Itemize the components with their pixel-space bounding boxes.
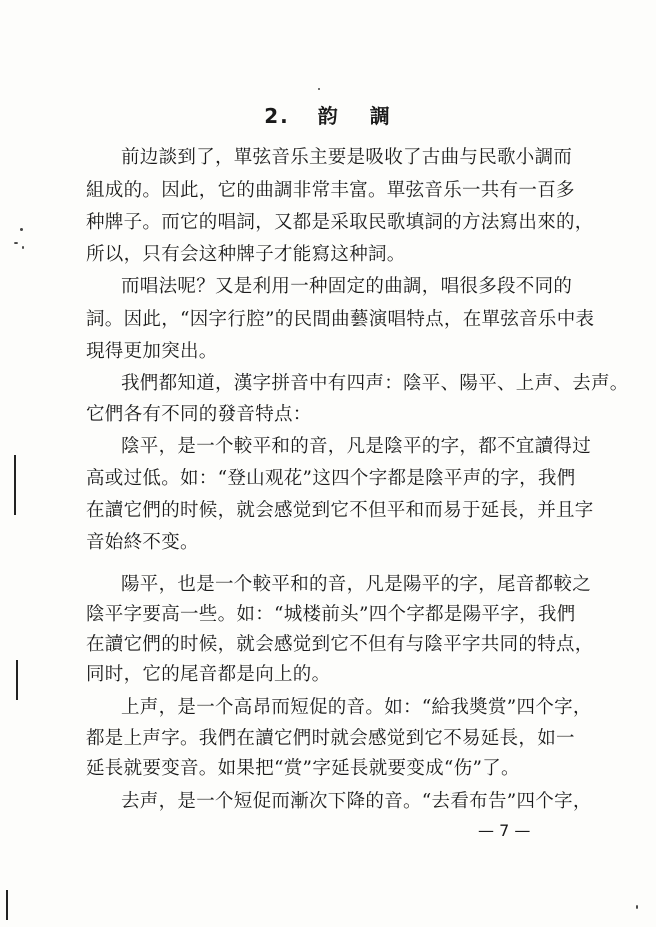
scan-speck (22, 246, 24, 249)
scan-speck (14, 242, 18, 244)
section-title-char-2: 調 (369, 104, 392, 128)
scan-speck (318, 88, 320, 90)
section-title-char-1: 韵 (317, 104, 340, 128)
body-text-line: 我們都知道，漢字拼音中有四声：陰平、陽平、上声、去声。 (121, 373, 629, 394)
body-text-line: 延長就要变音。如果把“赏”字延長就要变成“伤”了。 (86, 758, 520, 779)
scan-edge-mark (14, 455, 16, 515)
body-text-line: 而唱法呢？又是利用一种固定的曲調，唱很多段不同的 (121, 276, 573, 297)
body-text-line: 現得更加突出。 (86, 341, 218, 362)
body-text-line: 陽平，也是一个較平和的音，凡是陽平的字，尾音都較之 (121, 574, 592, 595)
body-text-line: 陰平，是一个較平和的音，凡是陰平的字，都不宜讀得过 (121, 436, 592, 457)
scan-edge-mark (6, 890, 8, 920)
scan-edge-mark (16, 660, 18, 700)
body-text-line: 种牌子。而它的唱詞，又都是采取民歌填詞的方法寫出來的， (86, 212, 594, 233)
body-text-line: 在讀它們的时候，就会感觉到它不但有与陰平字共同的特点， (86, 634, 594, 655)
body-text-line: 詞。因此，“因字行腔”的民間曲藝演唱特点，在單弦音乐中表 (86, 309, 595, 330)
body-text-line: 去声，是一个短促而漸次下降的音。“去看布告”四个字， (121, 791, 592, 812)
body-text-line: 前边談到了，單弦音乐主要是吸收了古曲与民歌小調而 (121, 147, 573, 168)
body-text-line: 上声，是一个高昂而短促的音。如：“給我奬赏”四个字， (121, 697, 592, 718)
body-text-line: 同时，它的尾音都是向上的。 (86, 664, 331, 685)
scan-speck (636, 905, 638, 909)
body-text-line: 高或过低。如：“登山观花”这四个字都是陰平声的字，我們 (86, 468, 576, 489)
body-text-line: 都是上声字。我們在讀它們时就会感觉到它不易延長，如一 (86, 728, 575, 749)
section-heading (0, 100, 656, 129)
scan-speck (20, 228, 23, 231)
body-text-line: 在讀它們的时候，就会感觉到它不但平和而易于延長，并且字 (86, 500, 594, 521)
body-text-line: 組成的。因此，它的曲調非常丰富。單弦音乐一共有一百多 (86, 180, 575, 201)
page-number: — 7 — (478, 821, 531, 840)
body-text-line: 陰平字要高一些。如：“城楼前头”四个字都是陽平字，我們 (86, 604, 576, 625)
section-number: 2. (264, 104, 290, 128)
body-text-line: 它們各有不同的發音特点： (86, 404, 312, 425)
body-text-line: 音始終不变。 (86, 532, 199, 553)
body-text-line: 所以，只有会这种牌子才能寫这种詞。 (86, 244, 406, 265)
